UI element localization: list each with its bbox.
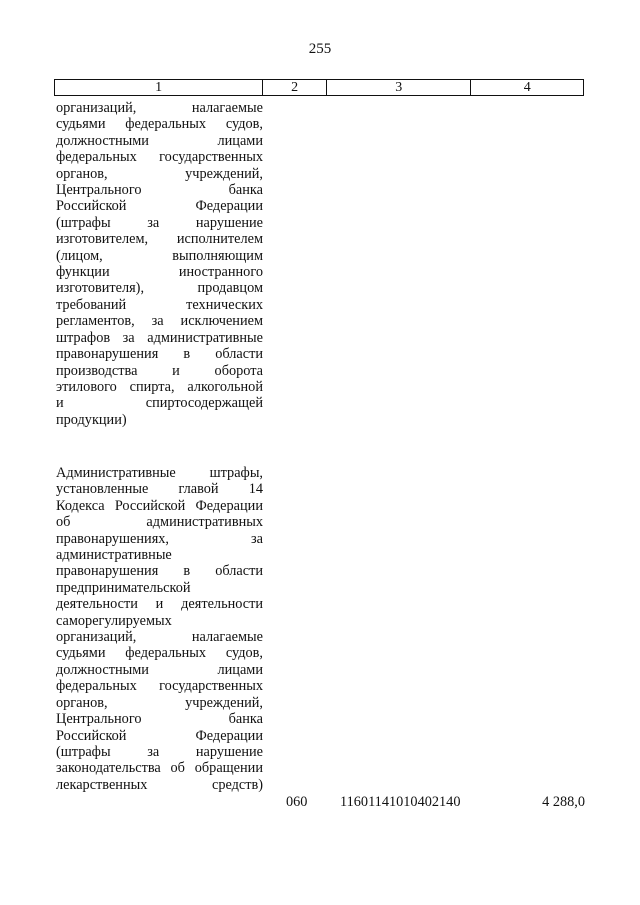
description-word: правонарушениях, — [56, 530, 170, 547]
description-line — [56, 379, 263, 395]
description-word: Федерации — [195, 727, 263, 744]
description-line — [56, 313, 263, 329]
description-word: правонарушения — [56, 346, 159, 363]
description-line — [56, 498, 263, 514]
description-word: функции — [56, 264, 110, 281]
description-line — [56, 711, 263, 727]
description-word: штрафов — [56, 329, 111, 346]
description-word: (штрафы — [56, 214, 111, 231]
description-word: за — [151, 313, 164, 330]
description-word: банка — [228, 182, 263, 199]
description-word: в — [183, 563, 191, 580]
description-word: этилового — [56, 378, 117, 395]
description-word: лицами — [217, 661, 263, 678]
description-word: организаций, — [56, 629, 137, 646]
header-col-3: 3 — [327, 80, 471, 95]
description-word: федеральных — [56, 678, 137, 695]
description-line — [56, 629, 263, 645]
description-word: средств) — [211, 776, 263, 793]
description-word: лекарственных — [56, 776, 148, 793]
description-word: 14 — [248, 481, 263, 498]
description-word: организаций, — [56, 100, 137, 116]
description-word: и — [155, 596, 164, 613]
description-word: налагаемые — [191, 629, 263, 646]
description-word: области — [215, 346, 263, 363]
description-line — [56, 465, 263, 481]
amount-value: 4 288,0 — [542, 794, 585, 810]
description-word: Российской — [56, 727, 127, 744]
description-word: должностными — [56, 661, 149, 678]
kbk-code-value: 11601141010402140 — [340, 794, 461, 810]
description-line — [56, 215, 263, 231]
description-word: учреждений, — [185, 694, 263, 711]
description-word: Российской — [114, 497, 186, 514]
description-line — [56, 728, 263, 744]
description-word: продукции) — [56, 411, 127, 428]
description-line — [56, 580, 263, 596]
description-word: требований — [56, 296, 127, 313]
description-word: за — [122, 329, 135, 346]
description-word: исполнителем — [176, 231, 263, 248]
description-word: технических — [186, 296, 263, 313]
description-line — [56, 547, 263, 563]
description-line — [56, 744, 263, 760]
description-word: судьями — [56, 645, 106, 662]
description-line — [56, 280, 263, 296]
description-word: предпринимательской — [56, 579, 191, 596]
description-line — [56, 514, 263, 530]
description-word: саморегулируемых — [56, 612, 172, 629]
description-line — [56, 777, 263, 793]
description-line — [56, 133, 263, 149]
description-word: изготовителя), — [56, 280, 145, 297]
description-word: банка — [228, 711, 263, 728]
description-word: спиртосодержащей — [145, 395, 263, 412]
description-word: федеральных — [125, 645, 207, 662]
description-word: исключением — [180, 313, 263, 330]
description-block-2 — [56, 465, 263, 793]
description-word: административных — [146, 514, 263, 531]
description-word: деятельности — [56, 596, 138, 613]
description-word: изготовителем, — [56, 231, 149, 248]
description-word: федеральных — [125, 116, 207, 133]
description-word: административные — [56, 547, 172, 564]
description-line — [56, 395, 263, 411]
description-word: (штрафы — [56, 743, 111, 760]
description-word: судов, — [225, 645, 263, 662]
description-line — [56, 662, 263, 678]
description-word: судьями — [56, 116, 106, 133]
description-word: судов, — [225, 116, 263, 133]
description-word: об — [56, 514, 71, 531]
description-word: Кодекса — [56, 497, 105, 514]
description-word: учреждений, — [185, 165, 263, 182]
description-line — [56, 297, 263, 313]
description-line — [56, 149, 263, 165]
description-word: деятельности — [181, 596, 263, 613]
description-line — [56, 363, 263, 379]
table-header-row — [54, 79, 584, 96]
description-word: законодательства — [56, 760, 161, 777]
description-word: федеральных — [56, 149, 137, 166]
description-line — [56, 695, 263, 711]
description-word: спирта, — [129, 378, 175, 395]
description-word: за — [147, 743, 160, 760]
description-line — [56, 116, 263, 132]
description-word: Центрального — [56, 182, 142, 199]
description-word: за — [147, 214, 160, 231]
description-word: иностранного — [178, 264, 263, 281]
description-word: установленные — [56, 481, 149, 498]
description-line — [56, 100, 263, 116]
description-word: Российской — [56, 198, 127, 215]
description-word: Центрального — [56, 711, 142, 728]
description-line — [56, 645, 263, 661]
description-word: лицами — [217, 132, 263, 149]
description-word: производства — [56, 362, 138, 379]
description-word: органов, — [56, 165, 108, 182]
description-line — [56, 248, 263, 264]
description-line — [56, 613, 263, 629]
description-word: выполняющим — [172, 247, 263, 264]
description-line — [56, 531, 263, 547]
description-word: нарушение — [195, 214, 263, 231]
header-col-1: 1 — [55, 80, 263, 95]
description-word: алкогольной — [187, 378, 263, 395]
description-word: оборота — [214, 362, 263, 379]
description-word: и — [172, 362, 180, 379]
description-word: и — [56, 395, 64, 412]
description-block-1 — [56, 100, 263, 428]
header-col-4: 4 — [523, 80, 531, 95]
description-word: (лицом, — [56, 247, 103, 264]
description-line — [56, 330, 263, 346]
description-word: налагаемые — [191, 100, 263, 116]
admin-code-value: 060 — [286, 794, 308, 810]
description-line — [56, 412, 263, 428]
page-number: 255 — [308, 41, 332, 57]
description-word: должностными — [56, 132, 149, 149]
description-word: регламентов, — [56, 313, 135, 330]
description-line — [56, 264, 263, 280]
description-line — [56, 678, 263, 694]
description-line — [56, 182, 263, 198]
description-word: об — [170, 760, 185, 777]
description-word: правонарушения — [56, 563, 159, 580]
description-word: государственных — [159, 149, 263, 166]
description-line — [56, 166, 263, 182]
description-line — [56, 760, 263, 776]
description-word: продавцом — [197, 280, 263, 297]
description-line — [56, 563, 263, 579]
description-word: обращении — [194, 760, 263, 777]
description-line — [56, 481, 263, 497]
description-word: органов, — [56, 694, 108, 711]
description-word: Федерации — [195, 198, 263, 215]
description-word: в — [183, 346, 191, 363]
description-word: за — [251, 530, 263, 547]
description-word: штрафы, — [209, 465, 263, 481]
description-line — [56, 198, 263, 214]
description-word: государственных — [159, 678, 263, 695]
description-word: административные — [147, 329, 263, 346]
header-col-2: 2 — [263, 80, 327, 95]
description-word: Федерации — [195, 497, 263, 514]
description-word: главой — [178, 481, 219, 498]
description-line — [56, 231, 263, 247]
description-word: Административные — [56, 465, 176, 481]
description-line — [56, 346, 263, 362]
description-word: нарушение — [195, 743, 263, 760]
description-line — [56, 596, 263, 612]
description-word: области — [215, 563, 263, 580]
